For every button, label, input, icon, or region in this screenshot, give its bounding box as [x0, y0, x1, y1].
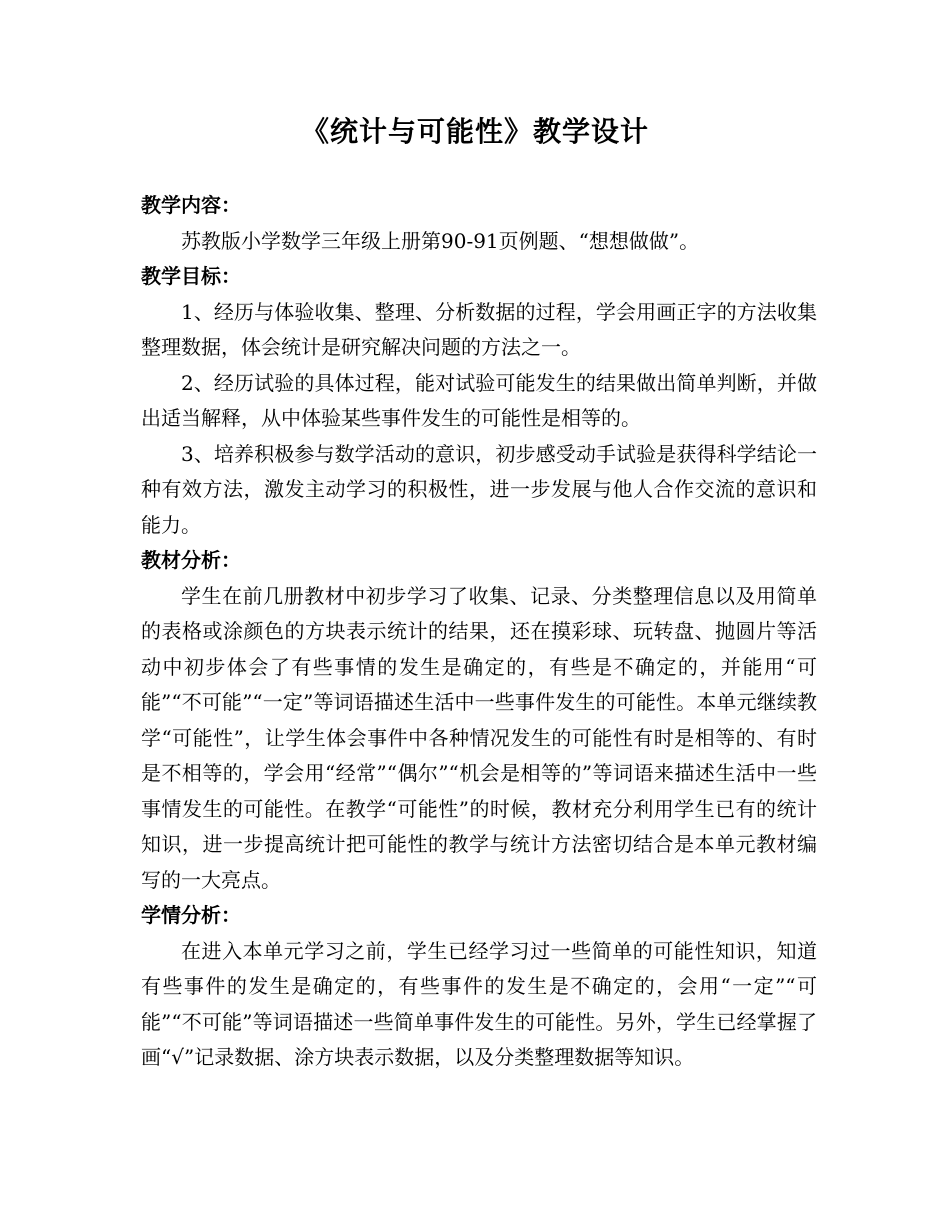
- section-teaching-content: [141, 188, 817, 259]
- document-title: 《统计与可能性》教学设计: [300, 115, 649, 148]
- paragraph: 3、培养积极参与数学活动的意识，初步感受动手试验是获得科学结论一种有效方法，激发主动学习的积极性，进一步发展与他人合作交流的意识和能力。: [141, 441, 817, 537]
- section-heading: 教学内容：: [141, 193, 241, 217]
- paragraph: 在进入本单元学习之前，学生已经学习过一些简单的可能性知识，知道有些事件的发生是确定的，有些事件的发生是不确定的，会用“一定”“可能”“不可能”等词语描述一些简单事件发生的可能性。另外，学生已经掌握了画“√”记录数据、涂方块表示数据，以及分类整理数据等知识。: [141, 938, 817, 1069]
- section-textbook-analysis: [141, 543, 817, 898]
- paragraph: 1、经历与体验收集、整理、分析数据的过程，学会用画正字的方法收集整理数据，体会统计是研究解决问题的方法之一。: [141, 299, 817, 359]
- paragraph: 学生在前几册教材中初步学习了收集、记录、分类整理信息以及用简单的表格或涂颜色的方块表示统计的结果，还在摸彩球、玩转盘、抛圆片等活动中初步体会了有些事情的发生是确定的，有些是不确定的，并能用“可能”“不可能”“一定”等词语描述生活中一些事件发生的可能性。本单元继续教学“可能性”，让学生体会事件中各种情况发生的可能性有时是相等的、有时是不相等的，学会用“经常”“偶尔”“机会是相等的”等词语来描述生活中一些事情发生的可能性。在教学“可能性”的时候，教材充分利用学生已有的统计知识，进一步提高统计把可能性的教学与统计方法密切结合是本单元教材编写的一大亮点。: [141, 583, 817, 892]
- section-heading: 学情分析：: [141, 903, 241, 927]
- document-body: [141, 188, 817, 1076]
- section-heading: 教学目标：: [141, 264, 241, 288]
- section-teaching-goals: [141, 259, 817, 543]
- section-student-analysis: [141, 898, 817, 1076]
- section-heading: 教材分析：: [141, 548, 241, 572]
- paragraph: 2、经历试验的具体过程，能对试验可能发生的结果做出简单判断，并做出适当解释，从中体验某些事件发生的可能性是相等的。: [141, 370, 817, 430]
- paragraph: 苏教版小学数学三年级上册第90-91页例题、“想想做做”。: [181, 228, 700, 253]
